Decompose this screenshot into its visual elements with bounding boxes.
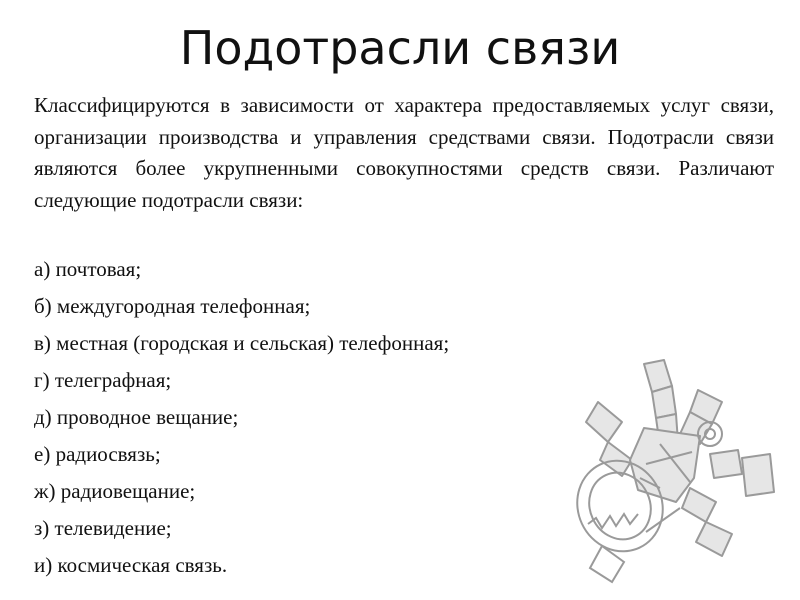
list-item: ж) радиовещание; bbox=[34, 479, 196, 503]
list-item: е) радиосвязь; bbox=[34, 442, 161, 466]
list-item: г) телеграфная; bbox=[34, 368, 172, 392]
satellite-icon bbox=[560, 356, 792, 596]
slide-title: Подотрасли связи bbox=[179, 21, 621, 75]
intro-paragraph: Классифицируются в зависимости от характера предоставляемых услуг связи, организации производства и управления средствами связи. Подотрасли связи являются более укрупненными совокупностями средств связи. Различают следующие подотрасли связи: bbox=[34, 93, 774, 212]
list-item: а) почтовая; bbox=[34, 257, 142, 281]
list-item: д) проводное вещание; bbox=[34, 405, 239, 429]
list-item: в) местная (городская и сельская) телефонная; bbox=[34, 331, 450, 355]
list-item: б) междугородная телефонная; bbox=[34, 294, 311, 318]
subsector-list bbox=[34, 255, 594, 588]
list-item: з) телевидение; bbox=[34, 516, 172, 540]
list-item: и) космическая связь. bbox=[34, 553, 228, 577]
